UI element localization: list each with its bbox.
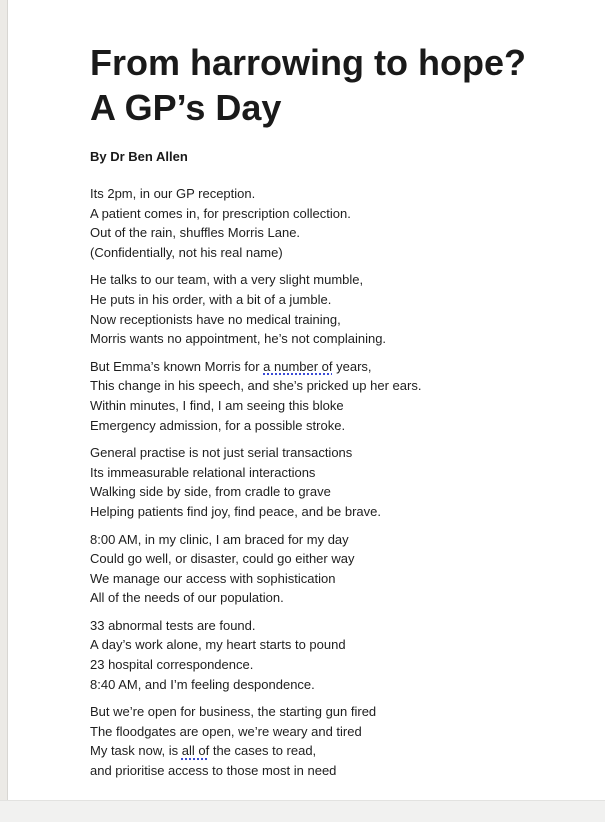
line-text: My task now, is	[90, 743, 182, 759]
stanza	[90, 616, 590, 694]
author-byline: By Dr Ben Allen	[90, 149, 188, 164]
poem-line: A patient comes in, for prescription collection.	[90, 205, 351, 221]
poem-line: (Confidentially, not his real name)	[90, 244, 283, 260]
poem-line: Within minutes, I find, I am seeing this bloke	[90, 397, 344, 413]
stanza	[90, 443, 590, 521]
title-line-2: A GP’s Day	[90, 87, 282, 128]
document-page[interactable]	[90, 40, 590, 789]
poem-line: The floodgates are open, we’re weary and tired	[90, 723, 362, 739]
poem-line: General practise is not just serial transactions	[90, 445, 353, 461]
bottom-status-strip	[0, 800, 605, 822]
stanza	[90, 702, 590, 780]
poem-line: 33 abnormal tests are found.	[90, 617, 256, 633]
poem-line: Now receptionists have no medical training,	[90, 311, 341, 327]
poem-line: Morris wants no appointment, he’s not complaining.	[90, 331, 387, 347]
poem-line: 8:00 AM, in my clinic, I am braced for my day	[90, 531, 349, 547]
poem-line: He talks to our team, with a very slight mumble,	[90, 272, 364, 288]
line-text: But Emma’s known Morris for	[90, 358, 264, 374]
poem-line: But we’re open for business, the starting gun fired	[90, 704, 377, 720]
poem-line: Out of the rain, shuffles Morris Lane.	[90, 225, 301, 241]
poem-line: All of the needs of our population.	[90, 590, 284, 606]
poem-line: Its 2pm, in our GP reception.	[90, 186, 256, 201]
poem-line	[90, 357, 590, 377]
line-text: years,	[332, 358, 372, 374]
poem-line	[90, 741, 590, 761]
poem-line: A day’s work alone, my heart starts to pound	[90, 637, 346, 653]
grammar-suggestion-underline[interactable]: all of	[181, 743, 210, 759]
poem-body	[90, 184, 590, 781]
poem-line: and prioritise access to those most in need	[90, 763, 337, 779]
poem-line: Helping patients find joy, find peace, and be brave.	[90, 503, 382, 519]
poem-line: This change in his speech, and she’s pricked up her ears.	[90, 378, 422, 394]
poem-line: 23 hospital correspondence.	[90, 657, 254, 673]
poem-line: Walking side by side, from cradle to grave	[90, 484, 331, 500]
stanza	[90, 270, 590, 348]
line-text: the cases to read,	[209, 743, 317, 759]
left-page-gutter	[0, 0, 8, 800]
title-line-1: From harrowing to hope?	[90, 42, 526, 83]
stanza	[90, 357, 590, 435]
document-title	[90, 40, 590, 130]
grammar-suggestion-underline[interactable]: a number of	[263, 358, 333, 374]
poem-line: Could go well, or disaster, could go either way	[90, 551, 355, 567]
poem-line: 8:40 AM, and I’m feeling despondence.	[90, 676, 315, 692]
poem-line: Emergency admission, for a possible stroke.	[90, 417, 346, 433]
stanza	[90, 530, 590, 608]
poem-line: Its immeasurable relational interactions	[90, 464, 316, 480]
stanza	[90, 184, 590, 262]
poem-line: He puts in his order, with a bit of a jumble.	[90, 291, 332, 307]
poem-line: We manage our access with sophistication	[90, 570, 336, 586]
